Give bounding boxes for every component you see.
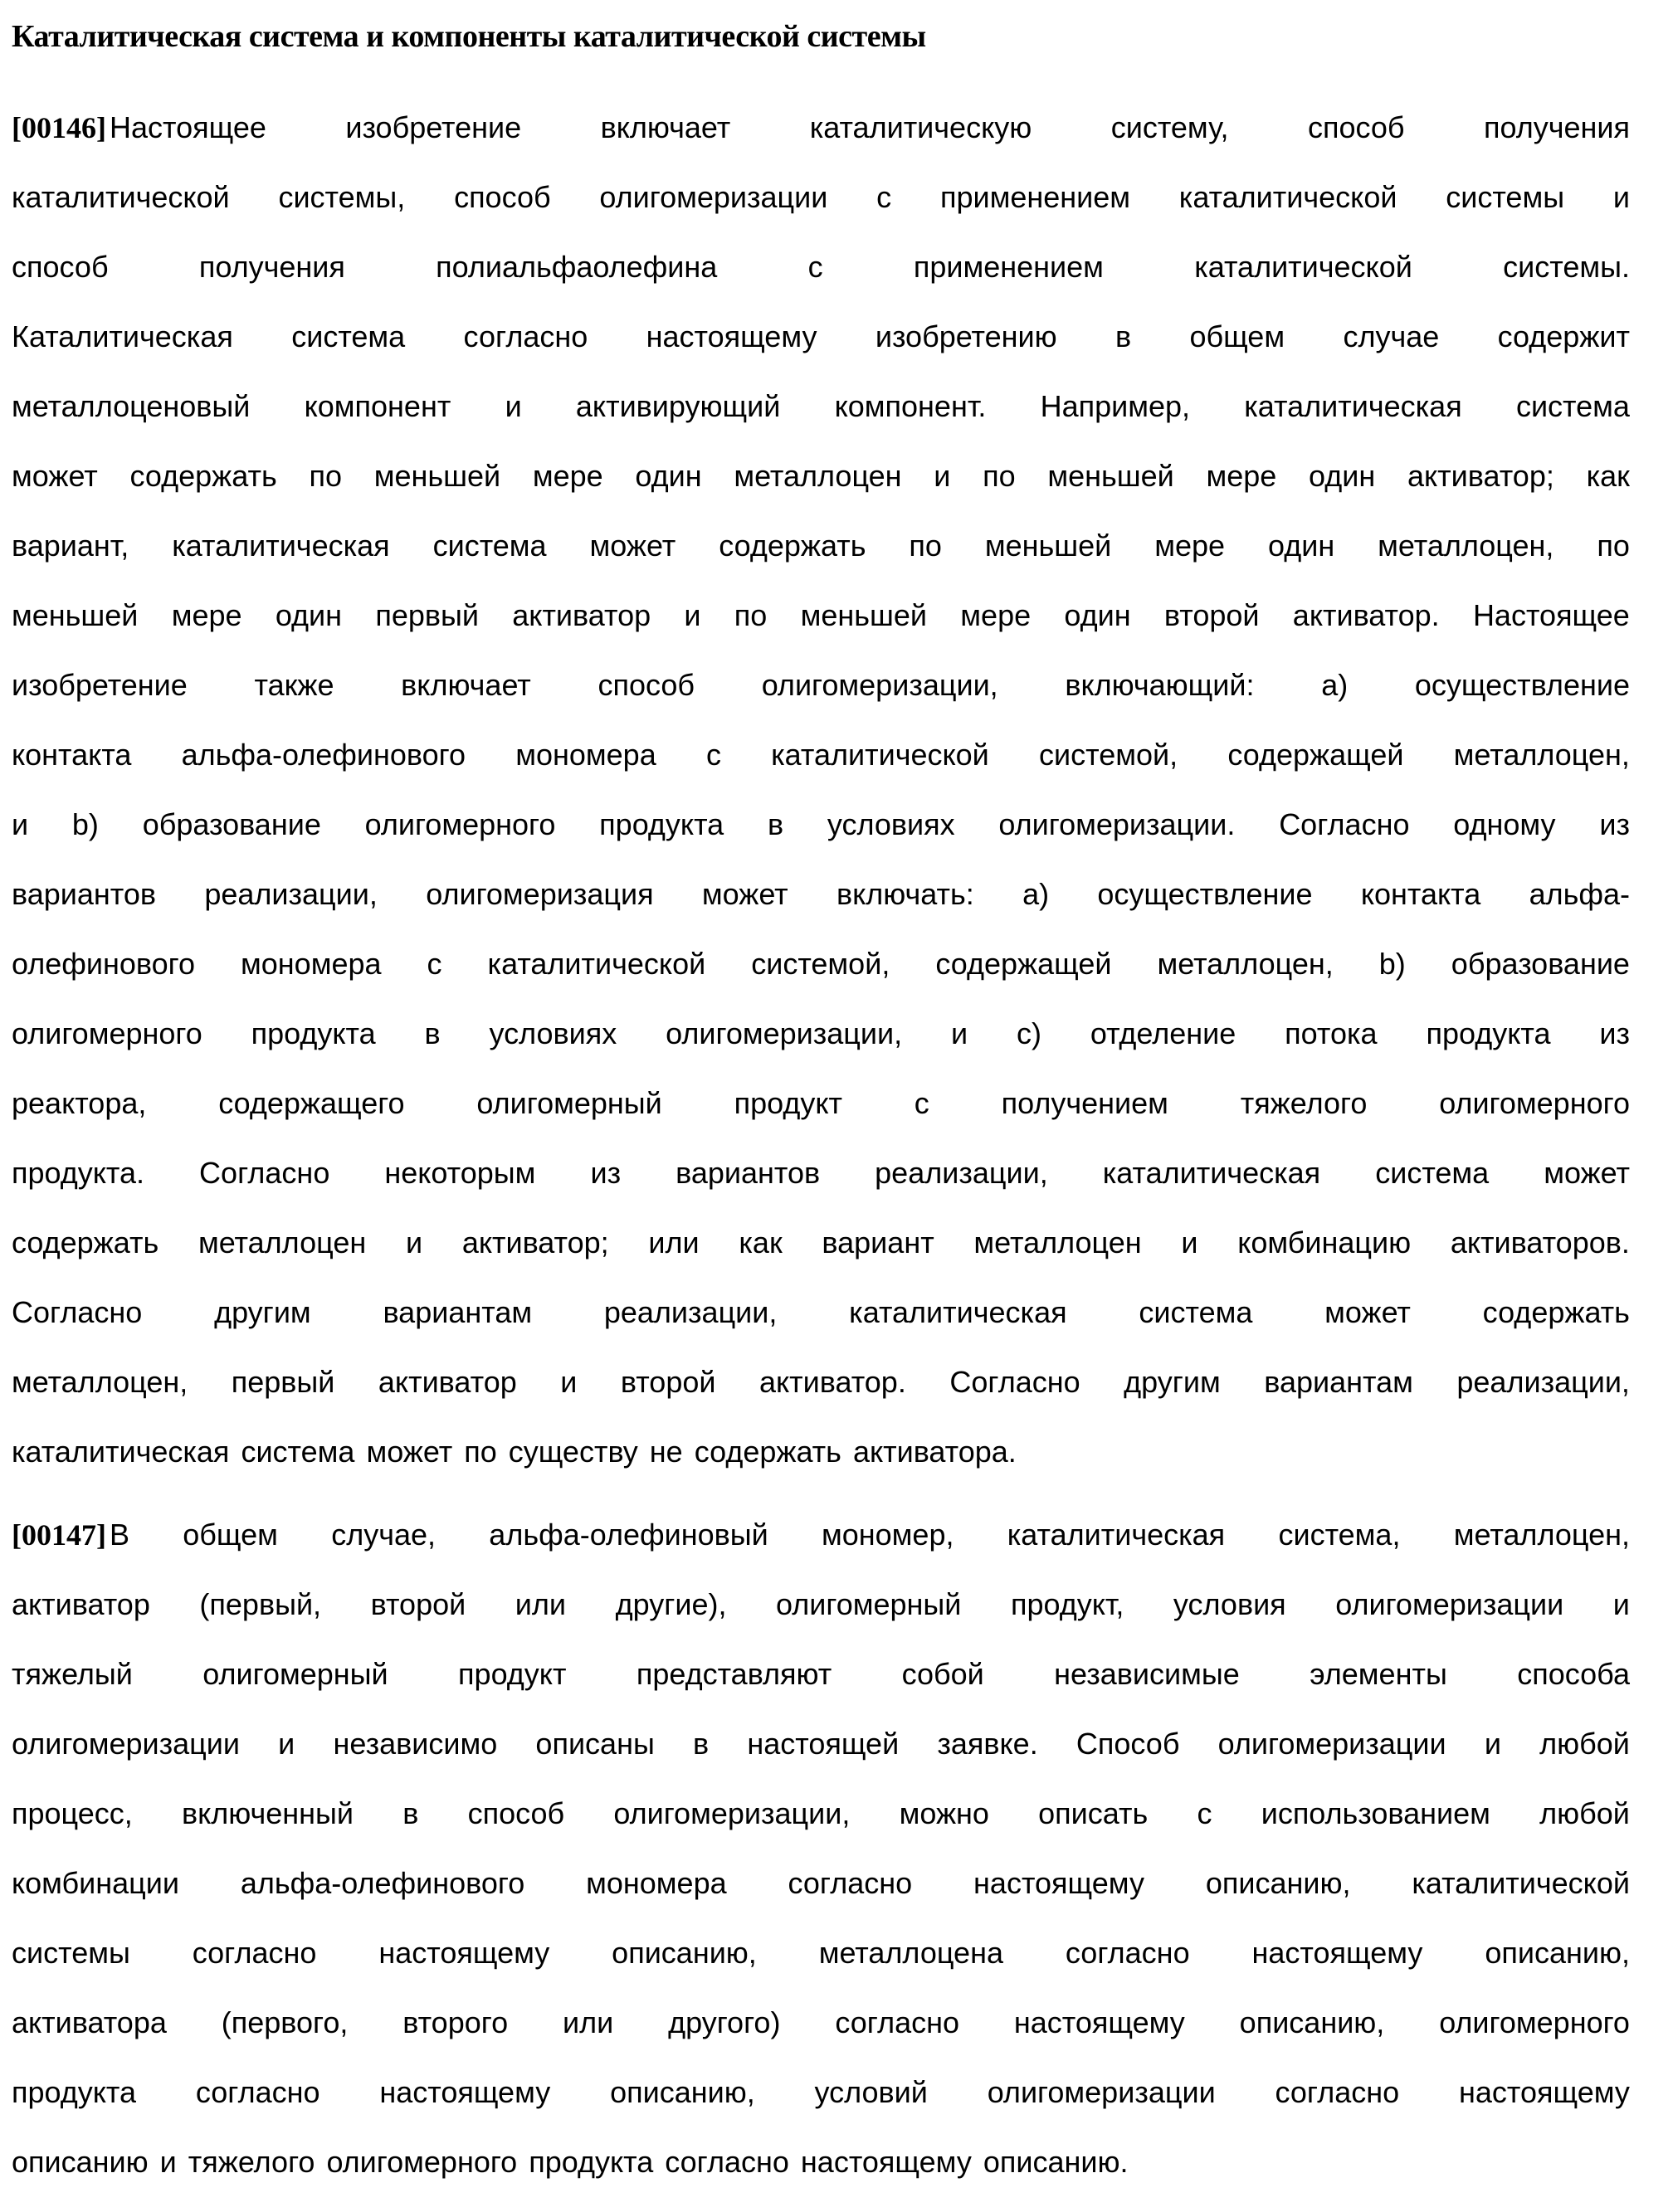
text-line: активатор (первый, второй или другие), олигомерный продукт, условия олигомеризации и: [12, 1570, 1630, 1640]
text-line: олефинового мономера с каталитической системой, содержащей металлоцен, b) образование: [12, 929, 1630, 999]
text-line: Каталитическая система согласно настоящему изобретению в общем случае содержит: [12, 302, 1630, 372]
text-line: может содержать по меньшей мере один металлоцен и по меньшей мере один активатор; как: [12, 441, 1630, 511]
section-heading: Каталитическая система и компоненты каталитической системы: [12, 18, 926, 55]
text-line: содержать металлоцен и активатор; или как вариант металлоцен и комбинацию активаторов.: [12, 1208, 1630, 1278]
text-line: и b) образование олигомерного продукта в условиях олигомеризации. Согласно одному из: [12, 790, 1630, 860]
paragraph-number: [00147]: [12, 1500, 106, 1570]
paragraph-number: [00146]: [12, 93, 106, 163]
text-line: меньшей мере один первый активатор и по меньшей мере один второй активатор. Настоящее: [12, 581, 1630, 650]
paragraph-00146: [12, 93, 1630, 1487]
text-line: вариант, каталитическая система может содержать по меньшей мере один металлоцен, по: [12, 511, 1630, 581]
text-line: вариантов реализации, олигомеризация может включать: a) осуществление контакта альфа-: [12, 860, 1630, 929]
text-line: продукта согласно настоящему описанию, условий олигомеризации согласно настоящему: [12, 2058, 1630, 2127]
text-line: олигомерного продукта в условиях олигомеризации, и c) отделение потока продукта из: [12, 999, 1630, 1069]
text-line: металлоценовый компонент и активирующий компонент. Например, каталитическая система: [12, 372, 1630, 441]
text-line: [12, 1500, 1630, 1570]
text-line: Согласно другим вариантам реализации, каталитическая система может содержать: [12, 1278, 1630, 1347]
text-line: каталитическая система может по существу не содержать активатора.: [12, 1417, 1630, 1487]
text-line: комбинации альфа-олефинового мономера согласно настоящему описанию, каталитической: [12, 1849, 1630, 1918]
text-line: способ получения полиальфаолефина с применением каталитической системы.: [12, 232, 1630, 302]
text-line: металлоцен, первый активатор и второй активатор. Согласно другим вариантам реализации,: [12, 1347, 1630, 1417]
text-line: [12, 93, 1630, 163]
text-line: каталитической системы, способ олигомеризации с применением каталитической системы и: [12, 163, 1630, 232]
text-line: тяжелый олигомерный продукт представляют собой независимые элементы способа: [12, 1640, 1630, 1709]
text-line: изобретение также включает способ олигомеризации, включающий: a) осуществление: [12, 650, 1630, 720]
line-text: В общем случае, альфа-олефиновый мономер, каталитическая система, металлоцен,: [110, 1500, 1630, 1570]
text-line: системы согласно настоящему описанию, металлоцена согласно настоящему описанию,: [12, 1918, 1630, 1988]
text-line: активатора (первого, второго или другого) согласно настоящему описанию, олигомерного: [12, 1988, 1630, 2058]
text-line: процесс, включенный в способ олигомеризации, можно описать с использованием любой: [12, 1779, 1630, 1849]
text-line: реактора, содержащего олигомерный продукт с получением тяжелого олигомерного: [12, 1069, 1630, 1138]
line-text: Настоящее изобретение включает каталитическую систему, способ получения: [110, 93, 1630, 163]
paragraph-00147: [12, 1500, 1630, 2197]
text-line: контакта альфа-олефинового мономера с каталитической системой, содержащей металлоцен,: [12, 720, 1630, 790]
text-line: описанию и тяжелого олигомерного продукта согласно настоящему описанию.: [12, 2127, 1630, 2197]
text-line: олигомеризации и независимо описаны в настоящей заявке. Способ олигомеризации и любой: [12, 1709, 1630, 1779]
text-line: продукта. Согласно некоторым из вариантов реализации, каталитическая система может: [12, 1138, 1630, 1208]
